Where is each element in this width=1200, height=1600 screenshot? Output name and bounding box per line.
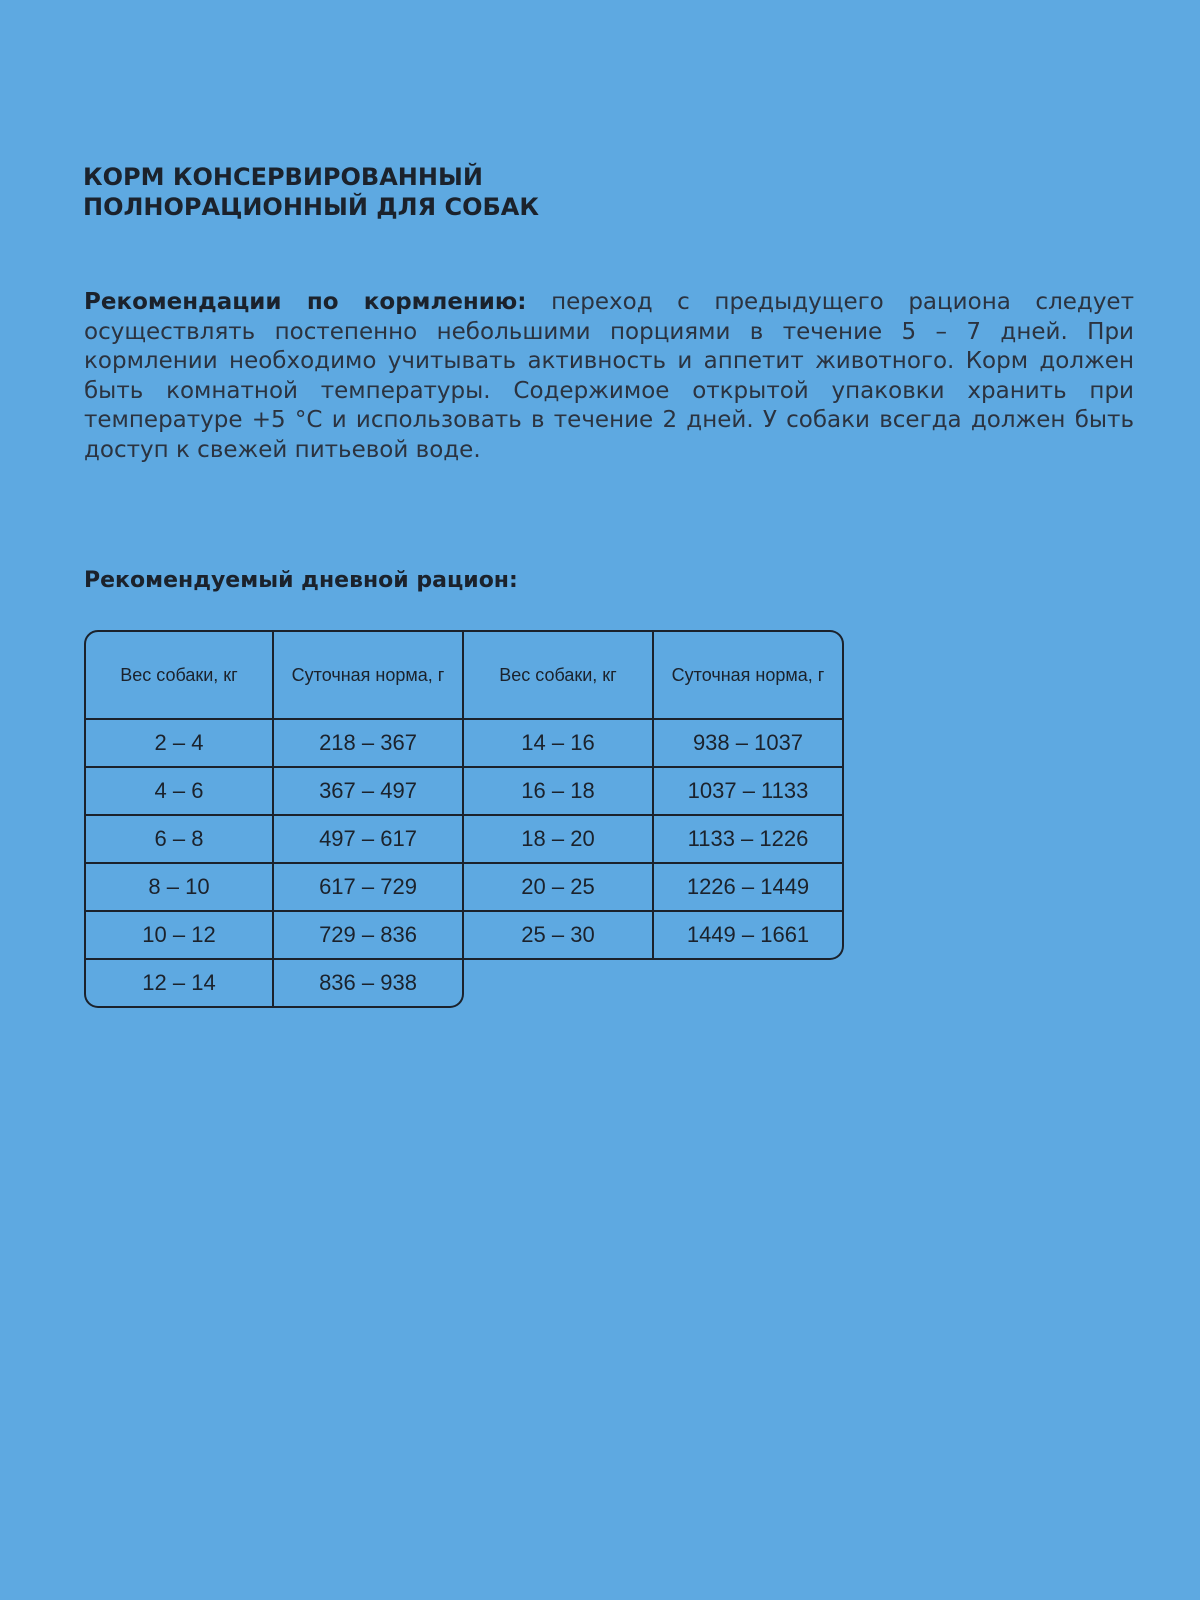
weight-cell: 10 – 12 bbox=[84, 912, 274, 960]
table-row bbox=[84, 816, 464, 864]
page-title-line-1: КОРМ КОНСЕРВИРОВАННЫЙ bbox=[83, 163, 483, 191]
weight-cell: 16 – 18 bbox=[464, 768, 654, 816]
table-row bbox=[84, 768, 464, 816]
norm-cell: 836 – 938 bbox=[274, 960, 464, 1008]
norm-cell: 367 – 497 bbox=[274, 768, 464, 816]
weight-cell: 25 – 30 bbox=[464, 912, 654, 960]
page-title-line-2: ПОЛНОРАЦИОННЫЙ ДЛЯ СОБАК bbox=[83, 193, 539, 221]
weight-cell: 2 – 4 bbox=[84, 720, 274, 768]
ration-table-left bbox=[84, 630, 464, 1008]
page-title bbox=[83, 162, 783, 222]
norm-cell: 1037 – 1133 bbox=[654, 768, 844, 816]
norm-cell: 218 – 367 bbox=[274, 720, 464, 768]
table-row bbox=[84, 864, 464, 912]
header-daily-norm: Суточная норма, г bbox=[274, 630, 464, 720]
weight-cell: 20 – 25 bbox=[464, 864, 654, 912]
norm-cell: 1226 – 1449 bbox=[654, 864, 844, 912]
weight-cell: 12 – 14 bbox=[84, 960, 274, 1008]
norm-cell: 938 – 1037 bbox=[654, 720, 844, 768]
header-weight: Вес собаки, кг bbox=[464, 630, 654, 720]
table-row bbox=[464, 816, 844, 864]
norm-cell: 1449 – 1661 bbox=[654, 912, 844, 960]
table-row bbox=[464, 912, 844, 960]
feeding-recommendations-text: переход с предыдущего рациона следует осуществлять постепенно небольшими порциями в течение 5 – 7 дней. При кормлении необходимо учитывать активность и аппетит животного. Корм должен быть комнатной температуры. Содержимое открытой упаковки хранить при температуре +5 °C и использовать в течение 2 дней. У собаки всегда должен быть доступ к свежей питьевой воде. bbox=[84, 289, 1134, 463]
daily-ration-title: Рекомендуемый дневной рацион: bbox=[84, 568, 518, 593]
feeding-recommendations bbox=[84, 288, 1134, 466]
table-row bbox=[84, 720, 464, 768]
table-row bbox=[464, 720, 844, 768]
table-header-row bbox=[464, 630, 844, 720]
header-daily-norm: Суточная норма, г bbox=[654, 630, 844, 720]
ration-table-right bbox=[464, 630, 844, 960]
table-row bbox=[84, 960, 464, 1008]
table-row bbox=[464, 864, 844, 912]
norm-cell: 497 – 617 bbox=[274, 816, 464, 864]
table-row bbox=[464, 768, 844, 816]
weight-cell: 18 – 20 bbox=[464, 816, 654, 864]
weight-cell: 4 – 6 bbox=[84, 768, 274, 816]
norm-cell: 617 – 729 bbox=[274, 864, 464, 912]
table-header-row bbox=[84, 630, 464, 720]
weight-cell: 14 – 16 bbox=[464, 720, 654, 768]
weight-cell: 6 – 8 bbox=[84, 816, 274, 864]
feeding-recommendations-lead: Рекомендации по кормлению: bbox=[84, 289, 527, 315]
norm-cell: 1133 – 1226 bbox=[654, 816, 844, 864]
header-weight: Вес собаки, кг bbox=[84, 630, 274, 720]
weight-cell: 8 – 10 bbox=[84, 864, 274, 912]
table-row bbox=[84, 912, 464, 960]
norm-cell: 729 – 836 bbox=[274, 912, 464, 960]
